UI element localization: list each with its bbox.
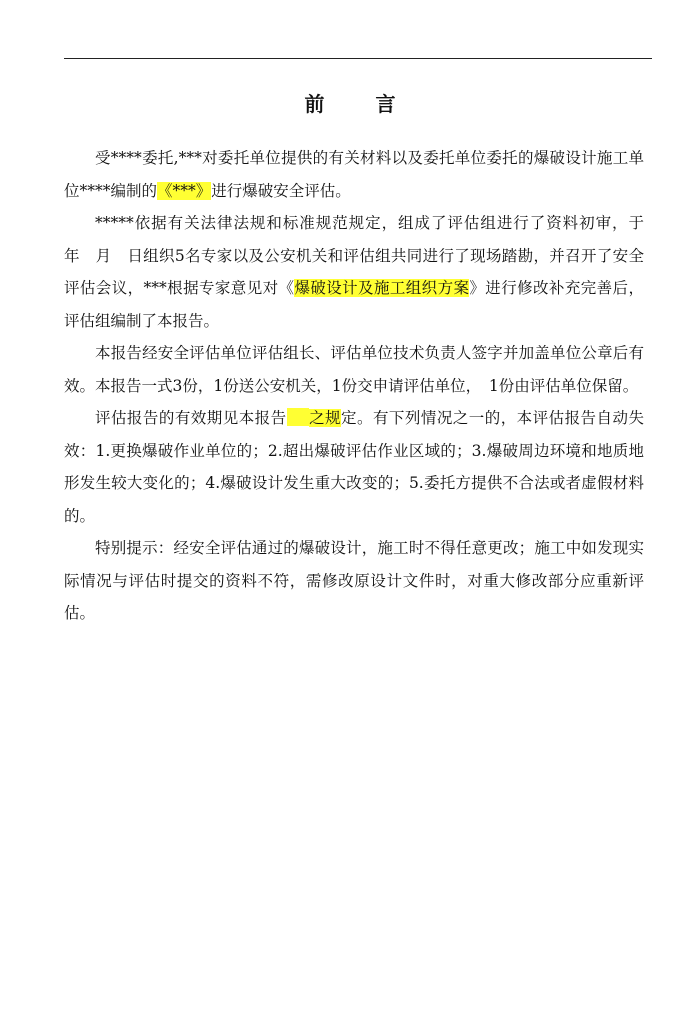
page-title: 前 言 [304,92,418,116]
paragraph-2 [64,207,660,337]
paragraph-4 [64,402,644,532]
p1-highlight: 《***》 [157,181,212,200]
p1-text-b: 进行爆破安全评估。 [211,181,351,200]
p4-text-b: 定。有下列情况之一的，本评估报告自动失效：1.更换爆破作业单位的；2.超出爆破评估作业区域的；3.爆破周边环境和地质地形发生较大变化的；4.爆破设计发生重大改变的；5.委托方提供不合法或者虚假材料的。 [64,409,644,525]
p4-highlight-gap [287,408,309,426]
p1-text-a: 受****委托,***对委托单位提供的有关材料以及委托单位委托的爆破设计施工单位****编制的 [64,149,644,200]
p4-highlight: 之规 [308,409,342,427]
p2-highlight: 爆破设计及施工组织方案 [294,279,470,297]
p2-text-a: *****依据有关法律法规和标准规范规定，组成了评估组进行了资料初审，于 年 月 日组织5名专家以及公安机关和评估组共同进行了现场踏勘，并召开了安全评估会议，***根据专家意见对《 [64,214,660,297]
paragraph-5: 特别提示：经安全评估通过的爆破设计，施工时不得任意更改；施工中如发现实际情况与评估时提交的资料不符，需修改原设计文件时，对重大修改部分应重新评估。 [64,539,644,622]
paragraph-1 [64,142,644,207]
document-body [64,142,660,630]
p2-text-b: 》进行修改补充完善后，评估组编制了本报告。 [64,279,644,330]
p4-text-a: 评估报告的有效期见本报告 [95,409,287,427]
paragraph-3: 本报告经安全评估单位评估组长、评估单位技术负责人签字并加盖单位公章后有效。本报告一式3份，1份送公安机关，1份交申请评估单位， 1份由评估单位保留。 [64,344,644,395]
header-rule [64,58,652,59]
